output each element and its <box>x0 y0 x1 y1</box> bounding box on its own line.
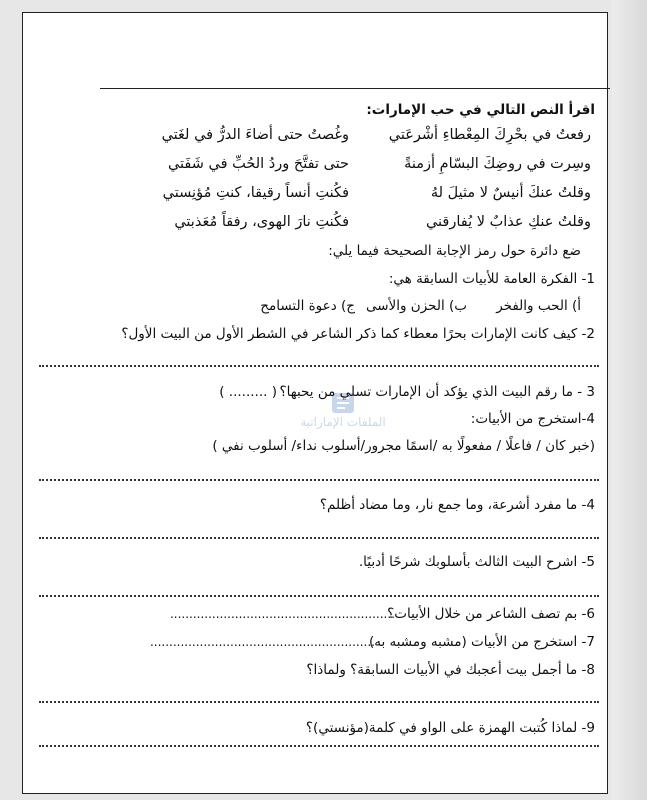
question-2: 2- كيف كانت الإمارات بحرًا معطاء كما ذكر الشاعر في الشطر الأول من البيت الأول؟ <box>121 326 595 342</box>
poem-line-4-left: فكُنتِ نارَ الهوى، رفقاً مُعَذبتي <box>174 214 349 230</box>
poem-line-3-right: وقلتُ عنكَ أنيسٌ لا مثيلَ لهُ <box>430 185 591 201</box>
answer-line-q2[interactable] <box>39 365 599 367</box>
question-3: 3 - ما رقم البيت الذي يؤكد أن الإمارات تسلي من يحبها؟ <box>279 384 595 400</box>
worksheet-page <box>22 12 608 794</box>
q7-answer-dots[interactable]: ........................................................... <box>149 635 375 649</box>
circle-instruction: ضع دائرة حول رمز الإجابة الصحيحة فيما يلي: <box>328 243 581 259</box>
answer-line-q8[interactable] <box>39 701 599 703</box>
answer-line-q4b[interactable] <box>39 537 599 539</box>
q1-option-c: ج) دعوة التسامح <box>260 298 355 314</box>
instruction-heading: اقرأ النص التالي في حب الإمارات: <box>366 102 595 118</box>
answer-line-q9[interactable] <box>39 745 599 747</box>
q4-extract-items: (خبر كان / فاعلًا / مفعولًا به /اسمًا مجرور/أسلوب نداء/ أسلوب نفي ) <box>212 438 595 454</box>
question-4-extract: 4-استخرج من الأبيات: <box>470 411 595 427</box>
poem-line-4-right: وقلتُ عنكِ عذابٌ لا يُفارقني <box>425 214 591 230</box>
poem-line-2-left: حتى تفتَّحَ وردُ الحُبِّ في شَفَتي <box>167 156 349 172</box>
question-7: 7- استخرج من الأبيات (مشبه ومشبه به) <box>368 634 595 650</box>
poem-line-2-right: وسِرت في روضِكَ البسّامِ أزمنةً <box>404 156 591 172</box>
poem-line-3-left: فكُنتِ أنساً رقيقا، كنتِ مُؤنِستي <box>162 185 349 201</box>
q6-answer-dots[interactable]: ........................................................... <box>169 607 395 621</box>
question-6: 6- بم تصف الشاعر من خلال الأبيات؟ <box>387 606 595 622</box>
answer-line-q4a[interactable] <box>39 479 599 481</box>
question-5: 5- اشرح البيت الثالث بأسلوبك شرحًا أدبيًا. <box>358 554 595 570</box>
page-edge-shadow <box>612 0 647 800</box>
answer-line-q5[interactable] <box>39 595 599 597</box>
top-rule <box>100 88 610 89</box>
question-8: 8- ما أجمل بيت أعجبك في الأبيات السابقة؟ ولماذا؟ <box>306 662 595 678</box>
watermark-text: الملفات الإماراتية <box>300 415 386 429</box>
poem-line-1-left: وغُصتُ حتى أضاءَ الدرُّ في لغَتي <box>161 127 349 143</box>
question-9: 9- لماذا كُتبت الهمزة على الواو في كلمة(مؤنستي)؟ <box>305 720 595 736</box>
q1-option-a: أ) الحب والفخر <box>496 298 581 314</box>
question-1: 1- الفكرة العامة للأبيات السابقة هي: <box>388 271 595 287</box>
poem-line-1-right: رفعتُ في بحْرِكَ المِعْطاءِ أشْرعَتي <box>388 127 591 143</box>
q3-answer-blank[interactable]: ( ......... ) <box>219 384 277 400</box>
question-4-vocab: 4- ما مفرد أشرعة، وما جمع نار، وما مضاد أظلم؟ <box>319 497 595 513</box>
q1-option-b: ب) الحزن والأسى <box>365 298 467 314</box>
